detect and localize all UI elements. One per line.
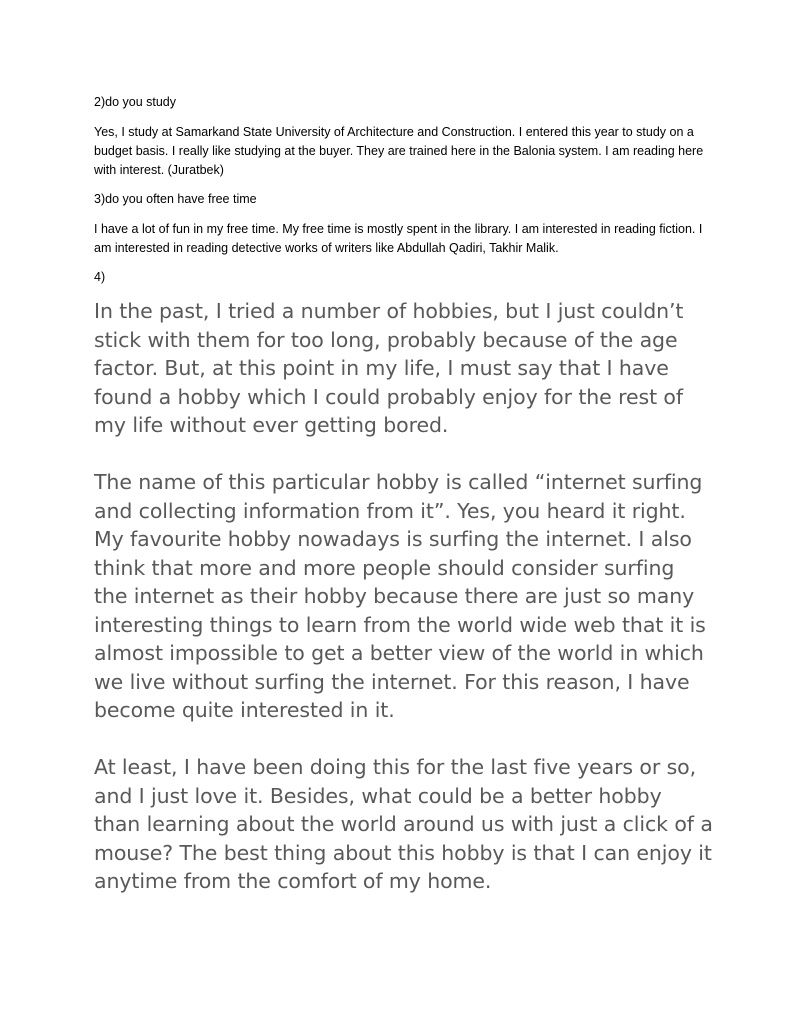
- question-3-heading: 3)do you often have free time: [94, 192, 257, 206]
- essay-paragraph-1: In the past, I tried a number of hobbies, but I just couldn’t stick with them for too long, probably because of the age factor. But, at this point in my life, I must say that I have found a hobby which I could probably enjoy for the rest of my life without ever getting bored.: [94, 299, 684, 437]
- question-2-answer: Yes, I study at Samarkand State University of Architecture and Construction. I entered this year to study on a budget basis. I really like studying at the buyer. They are trained here in the Balonia system. I am reading here with interest. (Juratbek): [94, 125, 704, 177]
- question-4-heading: 4): [94, 270, 106, 284]
- essay-paragraph-2: The name of this particular hobby is called “internet surfing and collecting information from it”. Yes, you heard it right. My favourite hobby nowadays is surfing the internet. I also think that more and more people should consider surfing the internet as their hobby because there are just so many interesting things to learn from the world wide web that it is almost impossible to get a better view of the world in which we live without surfing the internet. For this reason, I have become quite interested in it.: [94, 470, 706, 722]
- essay-paragraph-3: At least, I have been doing this for the last five years or so, and I just love it. Besides, what could be a better hobby than learning about the world around us with just a click of a mouse? The best thing about this hobby is that I can enjoy it anytime from the comfort of my home.: [94, 755, 713, 893]
- question-2-heading: 2)do you study: [94, 95, 176, 109]
- question-3-answer: I have a lot of fun in my free time. My free time is mostly spent in the library. I am interested in reading fiction. I am interested in reading detective works of writers like Abdullah Qadiri, Takhir Malik.: [94, 222, 703, 255]
